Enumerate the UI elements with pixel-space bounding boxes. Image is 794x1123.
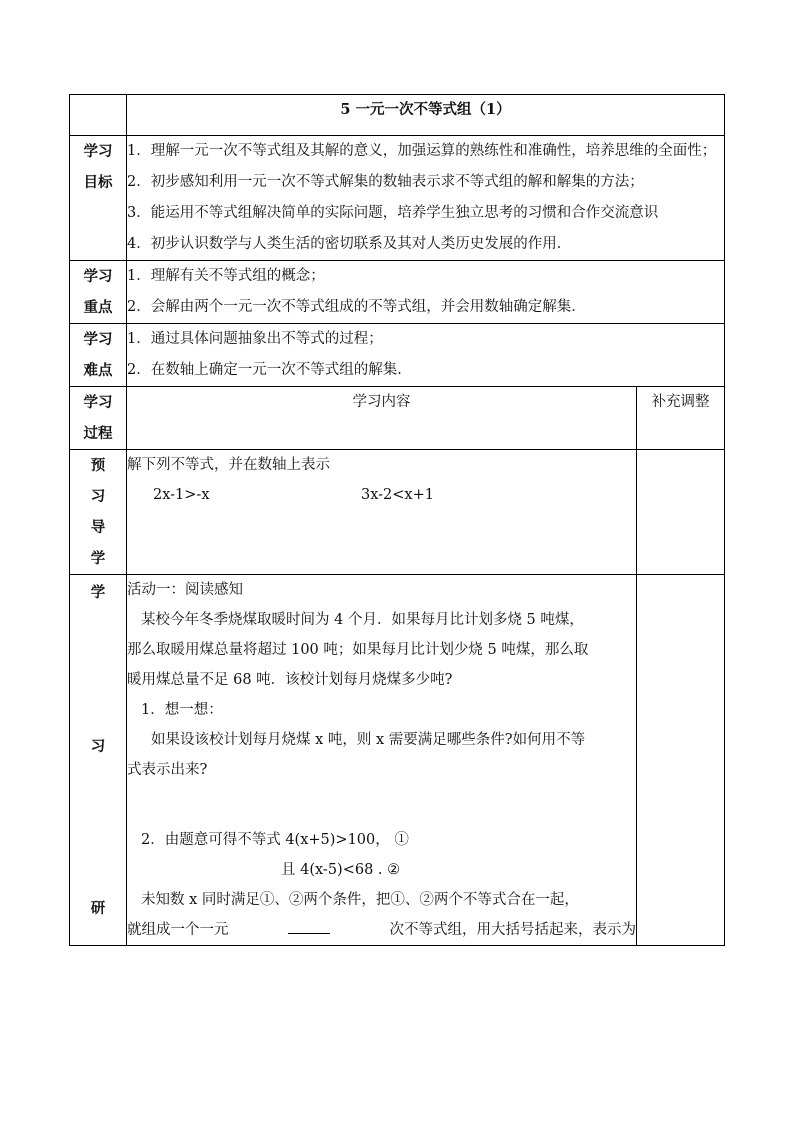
fill-in-end: 次不等式组，用大括号括起来，表示为: [389, 922, 636, 938]
label-line: 习: [90, 488, 106, 505]
key-point-item: 1．理解有关不等式组的概念；: [127, 268, 325, 284]
key-points-row: [70, 261, 725, 324]
label-line: 习: [90, 738, 106, 755]
fill-in-start: 就组成一个一元: [127, 922, 229, 938]
label-line: 学: [90, 550, 106, 567]
lesson-title: 5 一元一次不等式组（1）: [127, 95, 725, 136]
objectives-content: [127, 136, 725, 261]
question-text: 如果设该校计划每月烧煤 x 吨，则 x 需要满足哪些条件?如何用不等: [151, 732, 586, 748]
objectives-label: [70, 136, 127, 261]
difficulties-content: [127, 324, 725, 387]
preview-row: [70, 450, 725, 575]
problem-text: 某校今年冬季烧煤取暖时间为 4 个月．如果每月比计划多烧 5 吨煤，: [141, 612, 584, 628]
label-line: 学习: [83, 331, 113, 348]
objectives-row: [70, 136, 725, 261]
objective-item: 1．理解一元一次不等式组及其解的意义，加强运算的熟练性和准确性，培养思维的全面性；: [127, 143, 717, 159]
label-line: 过程: [83, 425, 113, 442]
difficulties-row: [70, 324, 725, 387]
key-points-label: [70, 261, 127, 324]
label-line: 目标: [83, 174, 113, 191]
label-line: 学习: [83, 268, 113, 285]
label-line: 预: [90, 457, 106, 474]
objective-item: 4．初步认识数学与人类生活的密切联系及其对人类历史发展的作用．: [127, 236, 572, 252]
difficulty-item: 1．通过具体问题抽象出不等式的过程；: [127, 331, 383, 347]
exercise-2: 3x-2<x+1: [361, 487, 434, 503]
lesson-table: [69, 94, 725, 946]
label-line: 难点: [83, 362, 113, 379]
content-header: 学习内容: [127, 387, 637, 450]
label-line: 重点: [83, 299, 113, 316]
label-line: 导: [90, 519, 106, 536]
objective-item: 2．初步感知利用一元一次不等式解集的数轴表示求不等式组的解和解集的方法；: [127, 174, 644, 190]
label-line: 学: [90, 584, 106, 601]
unknown-text: 未知数 x 同时满足①、②两个条件，把①、②两个不等式合在一起，: [141, 892, 579, 908]
problem-text: 那么取暖用煤总量将超过 100 吨；如果每月比计划少烧 5 吨煤，那么取: [127, 642, 589, 658]
preview-content: [127, 450, 637, 575]
study-label: [70, 575, 127, 946]
study-row: [70, 575, 725, 946]
answer-space: [127, 785, 636, 825]
label-line: 学习: [83, 143, 113, 160]
study-adjust-cell: [637, 575, 725, 946]
question-text: 式表示出来?: [127, 762, 208, 778]
activity-title: 活动一：阅读感知: [127, 582, 243, 598]
difficulties-label: [70, 324, 127, 387]
exercise-row: [127, 480, 636, 510]
label-line: 研: [90, 900, 106, 917]
think-heading: 1．想一想：: [141, 702, 223, 718]
exercise-1: 2x-1>-x: [153, 487, 210, 503]
step-2b: 且 4(x-5)<68 . ②: [281, 862, 401, 878]
preview-label: [70, 450, 127, 575]
key-point-item: 2．会解由两个一元一次不等式组成的不等式组，并会用数轴确定解集．: [127, 299, 586, 315]
objective-item: 3．能运用不等式组解决简单的实际问题，培养学生独立思考的习惯和合作交流意识: [127, 205, 659, 221]
process-label: [70, 387, 127, 450]
preview-instruction: 解下列不等式，并在数轴上表示: [127, 457, 330, 473]
difficulty-item: 2．在数轴上确定一元一次不等式组的解集．: [127, 362, 412, 378]
fill-in-line: [127, 915, 636, 945]
fill-in-blank[interactable]: [288, 915, 330, 934]
title-row: [70, 95, 725, 136]
study-content: [127, 575, 637, 946]
step-2: 2．由题意可得不等式 4(x+5)>100， ①: [141, 832, 409, 848]
key-points-content: [127, 261, 725, 324]
process-header-row: [70, 387, 725, 450]
problem-text: 暖用煤总量不足 68 吨．该校计划每月烧煤多少吨?: [127, 672, 453, 688]
preview-adjust-cell: [637, 450, 725, 575]
label-line: 学习: [83, 394, 113, 411]
adjust-header: 补充调整: [637, 387, 725, 450]
title-empty-cell: [70, 95, 127, 136]
